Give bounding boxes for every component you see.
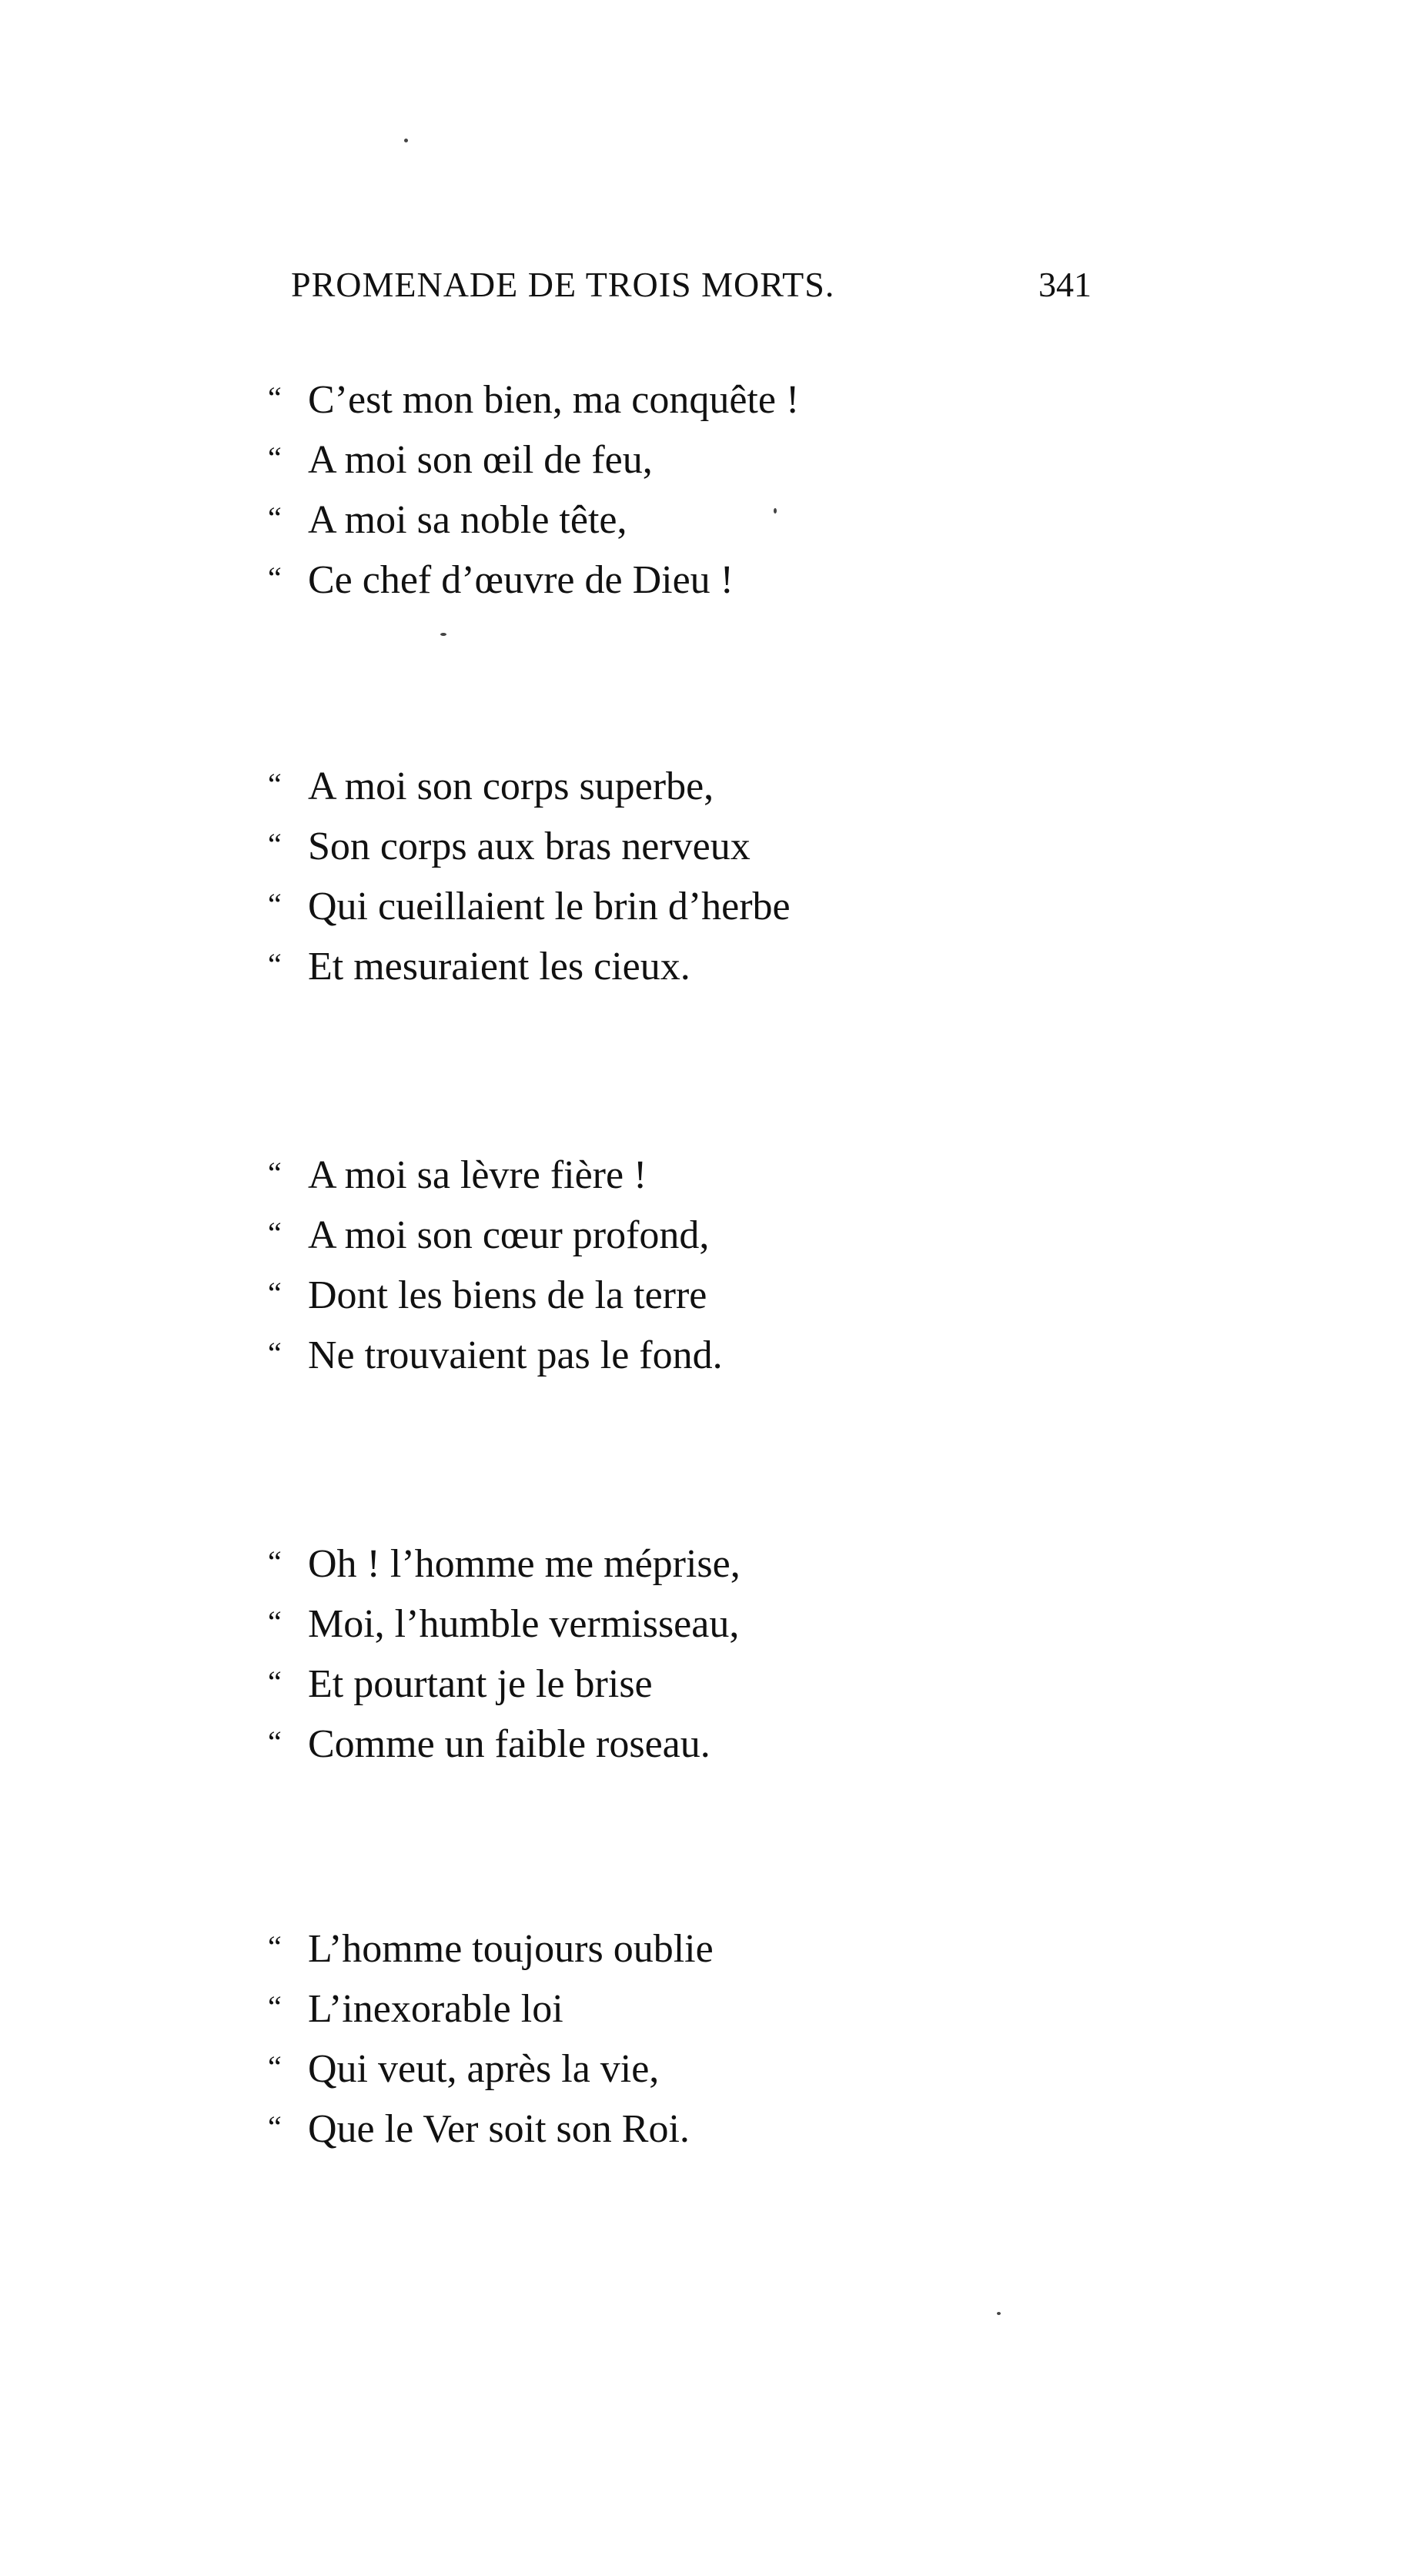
verse-line: [268, 1143, 1192, 1203]
verse-text: A moi son cœur profond,: [308, 1213, 710, 1257]
verse-line: [268, 2037, 1192, 2097]
verse-text: L’homme toujours oublie: [308, 1927, 714, 1971]
verse-text: Qui veut, après la vie,: [308, 2047, 660, 2091]
stanza-1: [268, 368, 1192, 608]
page-number: 341: [1038, 265, 1092, 304]
stanza-5: [268, 1917, 1192, 2157]
quote-mark: “: [268, 1929, 282, 1964]
verse-text: Ce chef d’œuvre de Dieu !: [308, 558, 734, 602]
verse-line: [268, 1203, 1192, 1263]
verse-line: [268, 1977, 1192, 2037]
page-speck: [440, 633, 446, 636]
stanza-3: [268, 1143, 1192, 1383]
verse-line: [268, 428, 1192, 488]
quote-mark: “: [268, 767, 282, 801]
quote-mark: “: [268, 1604, 282, 1639]
quote-mark: “: [268, 500, 282, 535]
verse-line: [268, 1652, 1192, 1712]
quote-mark: “: [268, 380, 282, 415]
verse-line: [268, 875, 1192, 935]
verse-text: Comme un faible roseau.: [308, 1722, 710, 1766]
verse-line: [268, 548, 1192, 608]
verse-text: Oh ! l’homme me méprise,: [308, 1542, 741, 1586]
verse-text: A moi sa noble tête,: [308, 498, 627, 542]
verse-text: Dont les biens de la terre: [308, 1273, 707, 1317]
verse-text: Que le Ver soit son Roi.: [308, 2107, 690, 2151]
verse-line: [268, 488, 1192, 548]
verse-line: [268, 1263, 1192, 1323]
verse-line: [268, 1917, 1192, 1977]
quote-mark: “: [268, 1989, 282, 2024]
quote-mark: “: [268, 1725, 282, 1759]
verse-text: Moi, l’humble vermisseau,: [308, 1602, 740, 1646]
verse-text: Et pourtant je le brise: [308, 1662, 653, 1706]
quote-mark: “: [268, 827, 282, 861]
verse-line: [268, 754, 1192, 815]
running-head-title: PROMENADE DE TROIS MORTS.: [291, 265, 835, 304]
quote-mark: “: [268, 1544, 282, 1579]
quote-mark: “: [268, 560, 282, 595]
verse-line: [268, 1712, 1192, 1772]
quote-mark: “: [268, 887, 282, 922]
verse-line: [268, 1592, 1192, 1652]
page-speck: [997, 2312, 1001, 2315]
quote-mark: “: [268, 1336, 282, 1370]
page-speck: [404, 139, 408, 142]
verse-text: Qui cueillaient le brin d’herbe: [308, 885, 791, 928]
quote-mark: “: [268, 2109, 282, 2144]
stanza-4: [268, 1532, 1192, 1772]
verse-line: [268, 1532, 1192, 1592]
quote-mark: “: [268, 1276, 282, 1310]
verse-text: L’inexorable loi: [308, 1987, 563, 2031]
verse-text: A moi son œil de feu,: [308, 438, 653, 482]
verse-text: Son corps aux bras nerveux: [308, 825, 751, 868]
quote-mark: “: [268, 440, 282, 475]
verse-line: [268, 368, 1192, 428]
verse-text: A moi sa lèvre fière !: [308, 1153, 647, 1197]
running-head: [291, 254, 1092, 316]
verse-text: Ne trouvaient pas le fond.: [308, 1333, 723, 1377]
quote-mark: “: [268, 1216, 282, 1250]
verse-text: Et mesuraient les cieux.: [308, 945, 690, 989]
verse-text: C’est mon bien, ma conquête !: [308, 378, 800, 422]
stanza-2: [268, 754, 1192, 995]
quote-mark: “: [268, 1156, 282, 1190]
verse-line: [268, 935, 1192, 995]
quote-mark: “: [268, 1664, 282, 1699]
verse-line: [268, 2097, 1192, 2157]
verse-line: [268, 1323, 1192, 1383]
quote-mark: “: [268, 2049, 282, 2084]
quote-mark: “: [268, 947, 282, 982]
verse-line: [268, 815, 1192, 875]
verse-text: A moi son corps superbe,: [308, 764, 714, 808]
